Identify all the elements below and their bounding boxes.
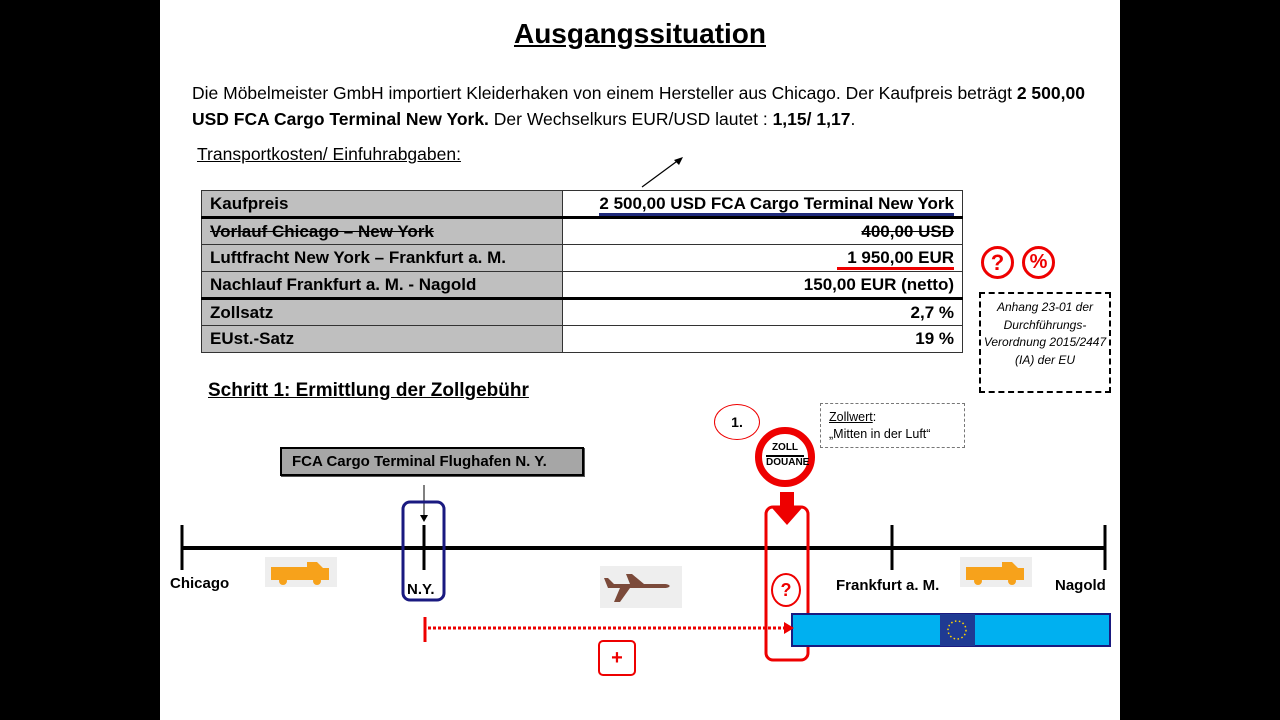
table-row: Luftfracht New York – Frankfurt a. M. 1 950,00 EUR (202, 245, 963, 272)
truck-icon (960, 557, 1032, 587)
legal-note: Anhang 23-01 der Durchführungs-Verordnung 2015/2447 (IA) der EU (979, 292, 1111, 393)
table-row: Vorlauf Chicago – New York 400,00 USD (202, 218, 963, 245)
step-heading: Schritt 1: Ermittlung der Zollgebühr (208, 380, 529, 401)
slide-title: Ausgangssituation (513, 18, 766, 49)
question-icon: ? (981, 246, 1014, 279)
customs-sign-icon: ZOLL DOUANE (755, 427, 815, 487)
intro-text: Die Möbelmeister GmbH importiert Kleiderhaken von einem Hersteller aus Chicago. Der Kaufpreis beträgt 2 500,00 USD FCA Cargo Terminal New York. Der Wechselkurs EUR/USD lautet : 1,15/ 1,17. (192, 83, 1085, 129)
label-chicago: Chicago (170, 575, 230, 592)
label-ny: N.Y. (407, 581, 435, 598)
zollwert-note: Zollwert: „Mitten in der Luft“ (820, 403, 965, 448)
question-icon: ? (771, 573, 801, 607)
label-frankfurt: Frankfurt a. M. (836, 577, 940, 594)
cost-table (201, 190, 963, 353)
label-nagold: Nagold (1055, 577, 1106, 594)
percent-icon: % (1022, 246, 1055, 279)
airplane-icon (600, 566, 682, 608)
table-row: EUst.-Satz 19 % (202, 326, 963, 353)
table-row: Nachlauf Frankfurt a. M. - Nagold 150,00 EUR (netto) (202, 272, 963, 299)
truck-icon (265, 557, 337, 587)
plus-icon: + (598, 640, 636, 676)
subtitle: Transportkosten/ Einfuhrabgaben: (197, 144, 461, 164)
fca-box: FCA Cargo Terminal Flughafen N. Y. (280, 447, 584, 476)
table-row: Kaufpreis 2 500,00 USD FCA Cargo Terminal New York (202, 191, 963, 218)
table-row: Zollsatz 2,7 % (202, 299, 963, 326)
slide (160, 0, 1120, 720)
step-number: 1. (714, 404, 760, 440)
arrow-icon (640, 155, 685, 190)
